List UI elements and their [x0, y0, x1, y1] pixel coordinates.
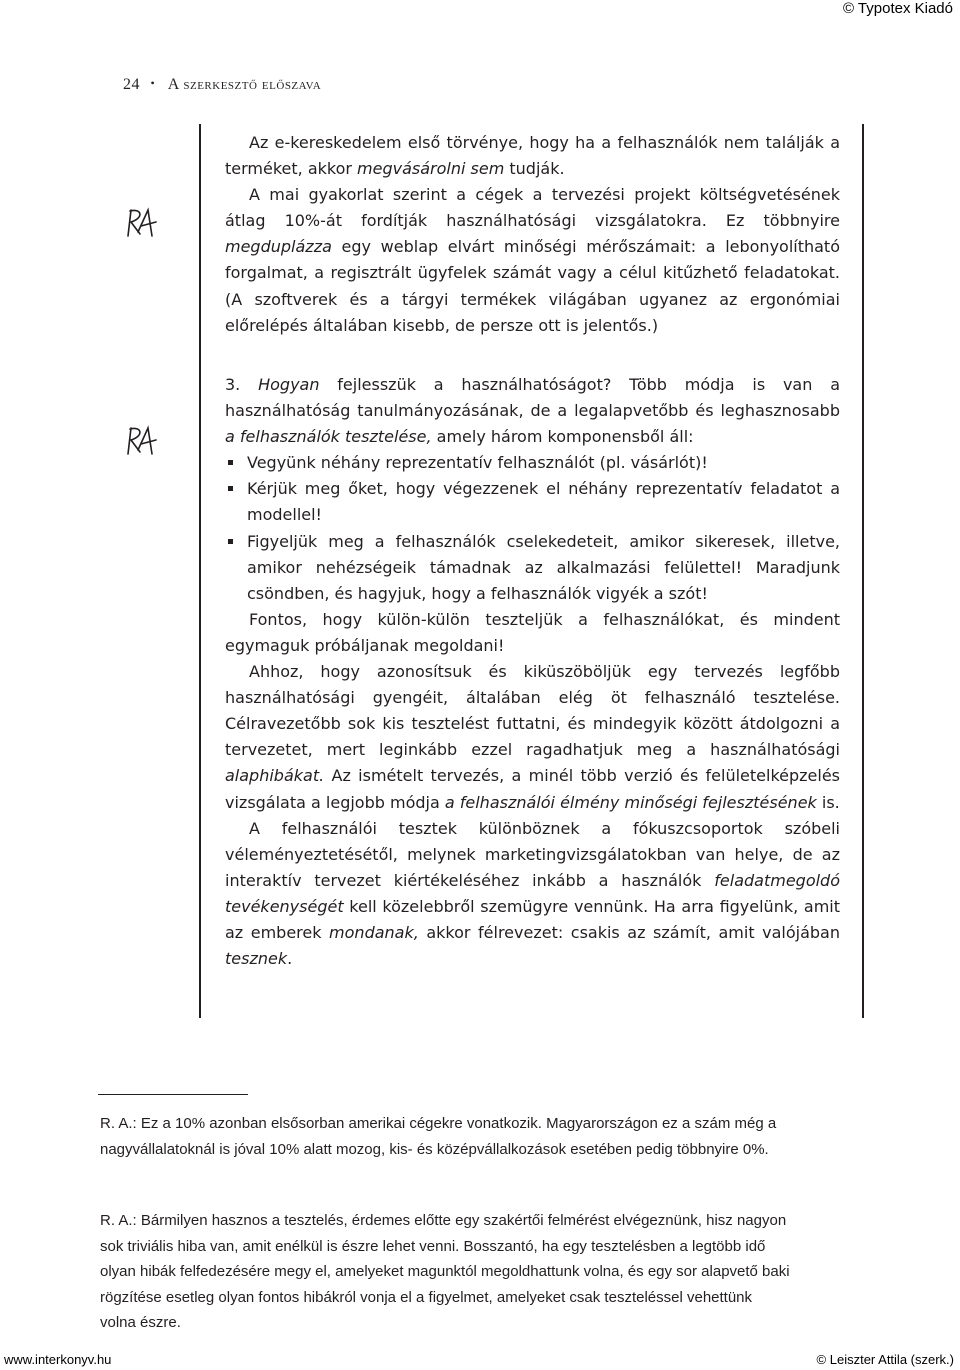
text-run: kell közelebbről szemügyre vennünk. Ha arra figyelünk, amit az emberek — [225, 896, 840, 942]
italic-run: a felhasználói élmény minőségi fejlesztésének — [444, 792, 817, 812]
text-run: is. — [816, 792, 840, 812]
text-run: egy weblap elvárt minőségi mérőszámait: a lebonyolítható forgalmat, a regisztrált ügyfelek számát vagy a célul kitűzhető feladatokat. (A szoftverek és a tárgyi termékek világában ugyanez az ergonómiai előrelépés általában kisebb, de persze ott is jelentős.) — [225, 237, 840, 335]
running-head — [123, 76, 321, 94]
footnote — [100, 1111, 790, 1162]
paragraph — [225, 659, 840, 816]
page-number: 24 — [123, 76, 140, 93]
editor-mark-ra-icon — [122, 424, 172, 460]
italic-run: mondanak, — [329, 922, 419, 942]
italic-run: Hogyan — [258, 375, 320, 394]
list-item — [225, 476, 840, 528]
text-run: akkor félrevezet: csakis az számít, amit valójában — [418, 922, 841, 942]
running-head-separator: • — [150, 76, 156, 90]
bullet-icon — [228, 486, 233, 491]
bullet-icon — [228, 539, 233, 544]
italic-run: feladatmegoldó tevékenységét — [225, 870, 840, 916]
copyright-editor: © Leiszter Attila (szerk.) — [816, 1352, 954, 1367]
margin-rule-right — [862, 124, 864, 1018]
italic-run: alaphibákat. — [225, 766, 325, 786]
text-run: Az ismételt tervezés, a minél több verzió és felületelképzelés vizsgálata a legjobb módja — [225, 766, 840, 812]
text-run: amely három komponensből áll: — [431, 427, 694, 447]
list-item — [225, 529, 840, 607]
bullet-icon — [228, 460, 233, 465]
text-run: fejlesszük a használhatóságot? Több módja is van a használhatóság tanulmányozásának, de a legalapvetőbb és leghasznosabb — [225, 375, 841, 421]
margin-rule-left — [199, 124, 201, 1018]
editor-mark-ra-icon — [122, 206, 172, 242]
paragraph — [225, 816, 840, 973]
text-run: Az e-kereskedelem első törvénye, hogy ha a felhasználók nem találják a terméket, akkor — [225, 133, 840, 179]
main-text-block-1 — [225, 130, 840, 339]
text-run: Ahhoz, hogy azonosítsuk és kiküszöböljük egy tervezés legfőbb használhatósági gyengéit, általában elég öt felhasználó tesztelése. Célravezetőbb sok kis tesztelést futtatni, és mindegyik között átdolgozni a tervezetet, mert leginkább ezzel ragadhatjuk meg a használhatósági — [225, 662, 840, 760]
list-item-text: Kérjük meg őket, hogy végezzenek el néhány reprezentatív feladatot a modellel! — [247, 479, 840, 525]
italic-run: megduplázza — [225, 237, 332, 257]
italic-run: tesznek — [225, 949, 288, 969]
list-item-text: Figyeljük meg a felhasználók cselekedeteit, amikor sikeresek, illetve, amikor nehézségeik támadnak az alkalmazási felülettel! Maradjunk csöndben, és hagyjuk, hogy a felhasználók vigyék a szót! — [247, 531, 840, 603]
text-run: A mai gyakorlat szerint a cégek a tervezési projekt költségvetésének átlag 10%-át fordítják használhatósági vizsgálatokra. Ez többnyire — [225, 185, 840, 231]
copyright-publisher: © Typotex Kiadó — [842, 0, 953, 17]
paragraph — [225, 182, 840, 339]
footnote-text: R. A.: Ez a 10% azonban elsősorban amerikai cégekre vonatkozik. Magyarországon ez a szám még a nagyvállalatoknál is jóval 10% alatt mozog, kis- és középvállalkozások esetében pedig többnyire 0%. — [100, 1115, 777, 1158]
paragraph — [225, 372, 840, 450]
italic-run: a felhasználók tesztelése, — [225, 427, 432, 447]
footnote-text: R. A.: Bármilyen hasznos a tesztelés, érdemes előtte egy szakértői felmérést elvégeznünk, hisz nagyon sok triviális hiba van, amit enélkül is észre lehet venni. Bosszantó, ha egy tesztelésben a legtöbb idő olyan hibák felfedezésére megy el, amelyeket magunktól megoldhattunk volna, és egy sor alapvető baki rögzítése esetleg olyan fontos hibákról vonja el a figyelmet, amelyeket csak teszteléssel vehettünk volna észre. — [100, 1212, 790, 1331]
paragraph: Fontos, hogy külön-külön teszteljük a felhasználókat, és mindent egymaguk próbáljanak megoldani! — [225, 609, 840, 655]
list-item-text: Vegyünk néhány reprezentatív felhasználót (pl. vásárlót)! — [247, 453, 708, 473]
text-run: 3. — [225, 375, 259, 394]
footnote-divider — [98, 1094, 248, 1095]
list-item — [225, 450, 840, 476]
bullet-list — [225, 450, 840, 607]
text-run: . — [287, 949, 293, 969]
text-run: A felhasználói tesztek különböznek a fókuszcsoportok szóbeli véleményeztetésétől, melynek marketingvizsgálatokban van helye, de az interaktív tervezet kiértékeléséhez inkább a használók — [225, 818, 840, 890]
footnote — [100, 1208, 790, 1336]
main-text-block-2 — [225, 372, 840, 972]
section-title: A szerkesztő előszava — [167, 76, 322, 93]
paragraph — [225, 130, 840, 182]
text-run: tudják. — [504, 159, 565, 179]
source-url: www.interkonyv.hu — [4, 1352, 112, 1367]
italic-run: megvásárolni sem — [357, 159, 505, 179]
